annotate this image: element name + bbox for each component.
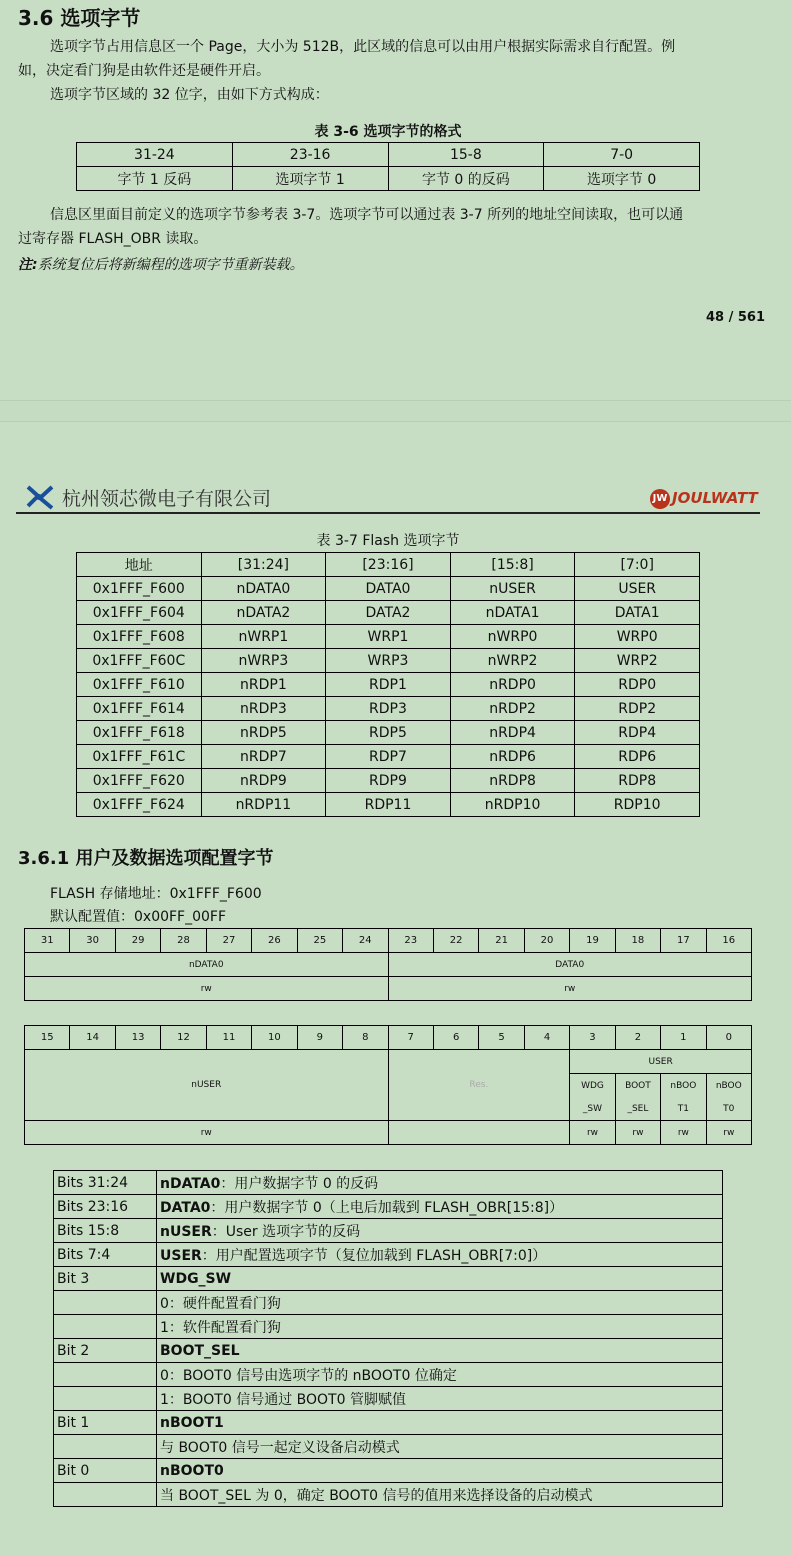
field-wdg-sw-b: _SW — [570, 1097, 615, 1121]
cell: WRP2 — [575, 649, 700, 673]
subsection-title: 3.6.1 用户及数据选项配置字节 — [18, 848, 274, 869]
bit-description — [157, 1291, 723, 1315]
cell: nRDP7 — [201, 745, 326, 769]
table-row — [77, 745, 700, 769]
bit-range — [54, 1363, 157, 1387]
access-rw: rw — [388, 977, 752, 1001]
bit-description — [157, 1243, 723, 1267]
bit-number: 20 — [524, 929, 569, 953]
page-number: 48 / 561 — [706, 310, 766, 325]
cell: nRDP6 — [450, 745, 575, 769]
field-nboot0-b: T0 — [706, 1097, 751, 1121]
cell: RDP10 — [575, 793, 700, 817]
cell: RDP5 — [326, 721, 451, 745]
field-wdg-sw-a: WDG — [570, 1074, 615, 1098]
bit-number: 30 — [70, 929, 115, 953]
bit-number: 5 — [479, 1026, 524, 1050]
bit-number: 3 — [570, 1026, 615, 1050]
table-row — [54, 1267, 723, 1291]
table-row — [54, 1219, 723, 1243]
cell: RDP1 — [326, 673, 451, 697]
field-boot-sel-b: _SEL — [615, 1097, 660, 1121]
cell: nRDP8 — [450, 769, 575, 793]
field-name: WDG_SW — [160, 1270, 232, 1287]
bit-number: 22 — [433, 929, 478, 953]
bit-description — [157, 1363, 723, 1387]
table37-header: [31:24] — [201, 553, 326, 577]
field-desc: ：用户数据字节 0 的反码 — [220, 1175, 379, 1192]
cell: RDP2 — [575, 697, 700, 721]
field-name: USER — [160, 1247, 202, 1264]
field-nboot1-b: T1 — [661, 1097, 706, 1121]
access-rw: rw — [25, 1121, 389, 1145]
bit-range — [54, 1483, 157, 1507]
default-value: 默认配置值：0x00FF_00FF — [50, 909, 227, 925]
table-row — [54, 1171, 723, 1195]
cell: nUSER — [450, 577, 575, 601]
bit-range: Bits 15:8 — [54, 1219, 157, 1243]
paragraph-1b: 如，决定看门狗是由软件还是硬件开启。 — [18, 63, 270, 79]
field-reserved: Res. — [388, 1050, 570, 1121]
cell: nWRP0 — [450, 625, 575, 649]
field-desc: 0：BOOT0 信号由选项字节的 nBOOT0 位确定 — [160, 1367, 457, 1384]
bit-range — [54, 1387, 157, 1411]
table36-header: 31-24 — [77, 143, 233, 167]
cell: nRDP9 — [201, 769, 326, 793]
table-row — [54, 1459, 723, 1483]
bit-number: 17 — [661, 929, 706, 953]
register-low-table — [24, 1025, 752, 1145]
bit-number: 2 — [615, 1026, 660, 1050]
field-name: nBOOT0 — [160, 1462, 224, 1479]
bit-number: 21 — [479, 929, 524, 953]
bit-range: Bits 31:24 — [54, 1171, 157, 1195]
field-name: BOOT_SEL — [160, 1342, 240, 1359]
bit-number: 29 — [115, 929, 160, 953]
field-nboot0-a: nBOO — [706, 1074, 751, 1098]
company-logo-icon — [26, 484, 54, 510]
cell: WRP3 — [326, 649, 451, 673]
bit-range — [54, 1435, 157, 1459]
bit-description — [157, 1267, 723, 1291]
table-row — [77, 649, 700, 673]
cell: nDATA0 — [201, 577, 326, 601]
bit-range: Bit 0 — [54, 1459, 157, 1483]
cell: 0x1FFF_F620 — [77, 769, 202, 793]
bit-description — [157, 1195, 723, 1219]
header-rule — [16, 512, 760, 514]
cell: nRDP3 — [201, 697, 326, 721]
field-name: nUSER — [160, 1223, 212, 1240]
field-name: nDATA0 — [160, 1175, 221, 1192]
field-desc: ：用户数据字节 0（上电后加载到 FLASH_OBR[15:8]） — [210, 1199, 564, 1216]
access-rw: rw — [706, 1121, 751, 1145]
cell: nRDP11 — [201, 793, 326, 817]
table-row — [54, 1387, 723, 1411]
paragraph-3b: 过寄存器 FLASH_OBR 读取。 — [18, 231, 208, 247]
table-row — [54, 1435, 723, 1459]
bit-range: Bit 3 — [54, 1267, 157, 1291]
cell: 0x1FFF_F624 — [77, 793, 202, 817]
field-nboot1-a: nBOO — [661, 1074, 706, 1098]
bit-number: 14 — [70, 1026, 115, 1050]
field-desc: 1：BOOT0 信号通过 BOOT0 管脚赋值 — [160, 1391, 406, 1408]
field-desc: 当 BOOT_SEL 为 0，确定 BOOT0 信号的值用来选择设备的启动模式 — [160, 1487, 593, 1504]
bit-number: 4 — [524, 1026, 569, 1050]
bit-number: 25 — [297, 929, 342, 953]
bit-number: 12 — [161, 1026, 206, 1050]
cell: RDP6 — [575, 745, 700, 769]
paragraph-1: 选项字节占用信息区一个 Page，大小为 512B，此区域的信息可以由用户根据实际需求自行配置。例 — [50, 39, 676, 55]
table36-header: 7-0 — [544, 143, 700, 167]
cell: nRDP1 — [201, 673, 326, 697]
bit-number: 10 — [252, 1026, 297, 1050]
bit-description — [157, 1219, 723, 1243]
cell: RDP8 — [575, 769, 700, 793]
cell: DATA2 — [326, 601, 451, 625]
cell: 0x1FFF_F608 — [77, 625, 202, 649]
bit-description — [157, 1171, 723, 1195]
table37-header: [15:8] — [450, 553, 575, 577]
table37-header: [7:0] — [575, 553, 700, 577]
table-row — [77, 577, 700, 601]
table37-header: 地址 — [77, 553, 202, 577]
cell: nRDP0 — [450, 673, 575, 697]
section-title: 3.6 选项字节 — [18, 6, 141, 30]
cell: DATA1 — [575, 601, 700, 625]
cell: 0x1FFF_F61C — [77, 745, 202, 769]
note-label: 注: — [18, 257, 38, 273]
cell: RDP9 — [326, 769, 451, 793]
bit-number: 13 — [115, 1026, 160, 1050]
cell: 0x1FFF_F600 — [77, 577, 202, 601]
table37-caption: 表 3-7 Flash 选项字节 — [316, 533, 460, 549]
bit-description — [157, 1459, 723, 1483]
table-row — [54, 1411, 723, 1435]
bit-description — [157, 1411, 723, 1435]
bit-range: Bits 7:4 — [54, 1243, 157, 1267]
table36-cell: 字节 1 反码 — [77, 167, 233, 191]
bit-number: 23 — [388, 929, 433, 953]
bit-number: 31 — [25, 929, 70, 953]
table36-cell: 字节 0 的反码 — [388, 167, 544, 191]
cell: nWRP3 — [201, 649, 326, 673]
bit-number: 27 — [206, 929, 251, 953]
table-row — [54, 1339, 723, 1363]
cell: RDP11 — [326, 793, 451, 817]
field-desc: ：User 选项字节的反码 — [211, 1223, 361, 1240]
bit-number: 19 — [570, 929, 615, 953]
cell: RDP4 — [575, 721, 700, 745]
field-desc: 0：硬件配置看门狗 — [160, 1295, 281, 1312]
table37-header: [23:16] — [326, 553, 451, 577]
bit-number: 9 — [297, 1026, 342, 1050]
bit-number: 8 — [343, 1026, 388, 1050]
bit-number: 26 — [252, 929, 297, 953]
bit-description — [157, 1435, 723, 1459]
field-name: nBOOT1 — [160, 1414, 224, 1431]
table-row — [77, 673, 700, 697]
bit-range — [54, 1291, 157, 1315]
access-rw: rw — [615, 1121, 660, 1145]
bit-range: Bits 23:16 — [54, 1195, 157, 1219]
company-name: 杭州领芯微电子有限公司 — [62, 488, 272, 510]
table-row — [54, 1243, 723, 1267]
field-nuser: nUSER — [25, 1050, 389, 1121]
bit-description — [157, 1339, 723, 1363]
cell: 0x1FFF_F604 — [77, 601, 202, 625]
bit-number: 11 — [206, 1026, 251, 1050]
cell: 0x1FFF_F60C — [77, 649, 202, 673]
field-data0: DATA0 — [388, 953, 752, 977]
bit-range: Bit 2 — [54, 1339, 157, 1363]
cell: nRDP2 — [450, 697, 575, 721]
cell: WRP1 — [326, 625, 451, 649]
access-reserved — [388, 1121, 570, 1145]
bit-number: 6 — [433, 1026, 478, 1050]
table-row — [77, 697, 700, 721]
cell: RDP7 — [326, 745, 451, 769]
table36-cell: 选项字节 1 — [232, 167, 388, 191]
field-user: USER — [570, 1050, 752, 1074]
bit-number: 16 — [706, 929, 751, 953]
cell: DATA0 — [326, 577, 451, 601]
bit-number: 1 — [661, 1026, 706, 1050]
option-byte-format-table — [76, 142, 700, 191]
field-desc: 与 BOOT0 信号一起定义设备启动模式 — [160, 1439, 400, 1456]
table-row — [77, 721, 700, 745]
field-ndata0: nDATA0 — [25, 953, 389, 977]
bit-number: 7 — [388, 1026, 433, 1050]
storage-address: FLASH 存储地址：0x1FFF_F600 — [50, 886, 262, 902]
table36-caption: 表 3-6 选项字节的格式 — [314, 124, 462, 140]
field-desc: 1：软件配置看门狗 — [160, 1319, 281, 1336]
table36-header: 15-8 — [388, 143, 544, 167]
table-row — [54, 1195, 723, 1219]
cell: nRDP4 — [450, 721, 575, 745]
table-row — [77, 793, 700, 817]
bit-number: 18 — [615, 929, 660, 953]
cell: 0x1FFF_F614 — [77, 697, 202, 721]
table-row — [54, 1363, 723, 1387]
cell: nDATA2 — [201, 601, 326, 625]
cell: RDP3 — [326, 697, 451, 721]
access-rw: rw — [25, 977, 389, 1001]
cell: 0x1FFF_F610 — [77, 673, 202, 697]
flash-option-bytes-table — [76, 552, 700, 817]
access-rw: rw — [570, 1121, 615, 1145]
note-text: 系统复位后将新编程的选项字节重新装载。 — [37, 257, 304, 273]
table36-cell: 选项字节 0 — [544, 167, 700, 191]
bit-number: 24 — [343, 929, 388, 953]
table-row — [77, 769, 700, 793]
cell: nWRP2 — [450, 649, 575, 673]
bit-number: 15 — [25, 1026, 70, 1050]
bit-range: Bit 1 — [54, 1411, 157, 1435]
table-row — [54, 1483, 723, 1507]
table-row — [54, 1291, 723, 1315]
bit-number: 28 — [161, 929, 206, 953]
table-row — [77, 601, 700, 625]
table36-header: 23-16 — [232, 143, 388, 167]
bit-description — [157, 1315, 723, 1339]
cell: nDATA1 — [450, 601, 575, 625]
cell: USER — [575, 577, 700, 601]
brand-name: JOULWATT — [672, 489, 758, 507]
brand-badge: JW — [650, 489, 670, 509]
cell: nWRP1 — [201, 625, 326, 649]
bit-description — [157, 1387, 723, 1411]
cell: nRDP10 — [450, 793, 575, 817]
table-row — [77, 625, 700, 649]
field-name: DATA0 — [160, 1199, 211, 1216]
bit-description — [157, 1483, 723, 1507]
access-rw: rw — [661, 1121, 706, 1145]
page-separator — [0, 400, 791, 422]
register-high-table — [24, 928, 752, 1001]
cell: RDP0 — [575, 673, 700, 697]
bit-description-table — [53, 1170, 723, 1507]
cell: WRP0 — [575, 625, 700, 649]
field-desc: ：用户配置选项字节（复位加载到 FLASH_OBR[7:0]） — [201, 1247, 547, 1264]
cell: nRDP5 — [201, 721, 326, 745]
table-row — [54, 1315, 723, 1339]
bit-range — [54, 1315, 157, 1339]
paragraph-3: 信息区里面目前定义的选项字节参考表 3-7。选项字节可以通过表 3-7 所列的地址空间读取，也可以通 — [50, 207, 684, 223]
note — [18, 254, 304, 274]
bit-number: 0 — [706, 1026, 751, 1050]
paragraph-2: 选项字节区域的 32 位字，由如下方式构成： — [50, 87, 329, 103]
cell: 0x1FFF_F618 — [77, 721, 202, 745]
field-boot-sel-a: BOOT — [615, 1074, 660, 1098]
